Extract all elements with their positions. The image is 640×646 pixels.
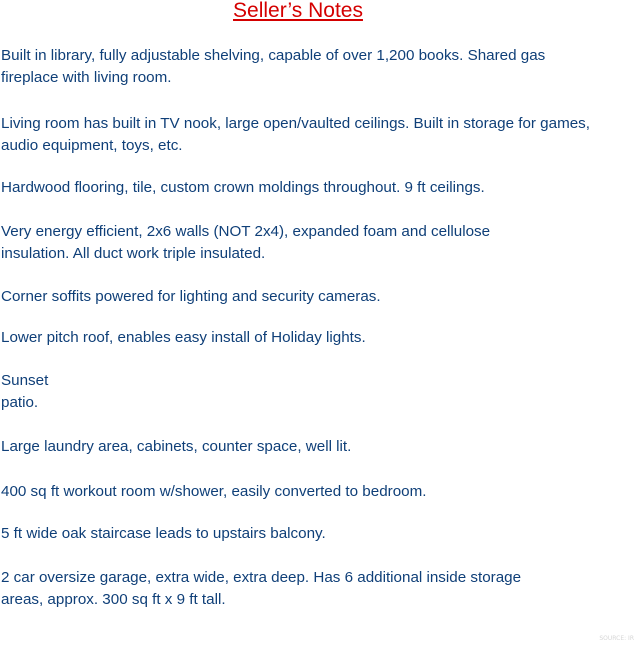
note-library <box>1 45 640 89</box>
note-line: areas, approx. 300 sq ft x 9 ft tall. <box>1 591 226 608</box>
note-living-room <box>1 113 640 157</box>
note-soffits <box>1 286 640 308</box>
note-garage <box>1 567 640 611</box>
note-patio <box>1 370 640 414</box>
note-line: 2 car oversize garage, extra wide, extra deep. Has 6 additional inside storage <box>1 569 522 586</box>
note-line: 400 sq ft workout room w/shower, easily converted to bedroom. <box>1 483 427 500</box>
note-line: patio. <box>1 394 39 411</box>
note-line: fireplace with living room. <box>1 69 172 86</box>
note-line: Lower pitch roof, enables easy install of Holiday lights. <box>1 329 366 346</box>
note-flooring <box>1 177 640 199</box>
note-line: audio equipment, toys, etc. <box>1 137 183 154</box>
note-line: Large laundry area, cabinets, counter space, well lit. <box>1 438 352 455</box>
page-title: Seller’s Notes <box>233 0 363 22</box>
note-line: Corner soffits powered for lighting and security cameras. <box>1 288 381 305</box>
note-laundry <box>1 436 640 458</box>
note-line: Hardwood flooring, tile, custom crown moldings throughout. 9 ft ceilings. <box>1 179 485 196</box>
note-workout <box>1 481 640 503</box>
watermark: SOURCE: IR <box>599 635 634 642</box>
note-staircase <box>1 523 640 545</box>
note-energy <box>1 221 640 265</box>
note-line: Built in library, fully adjustable shelving, capable of over 1,200 books. Shared gas <box>1 47 546 64</box>
note-line: insulation. All duct work triple insulated. <box>1 245 266 262</box>
note-line: Sunset <box>1 372 49 389</box>
note-roof <box>1 327 640 349</box>
note-line: Very energy efficient, 2x6 walls (NOT 2x4), expanded foam and cellulose <box>1 223 491 240</box>
note-line: Living room has built in TV nook, large open/vaulted ceilings. Built in storage for games, <box>1 115 590 132</box>
note-line: 5 ft wide oak staircase leads to upstairs balcony. <box>1 525 326 542</box>
